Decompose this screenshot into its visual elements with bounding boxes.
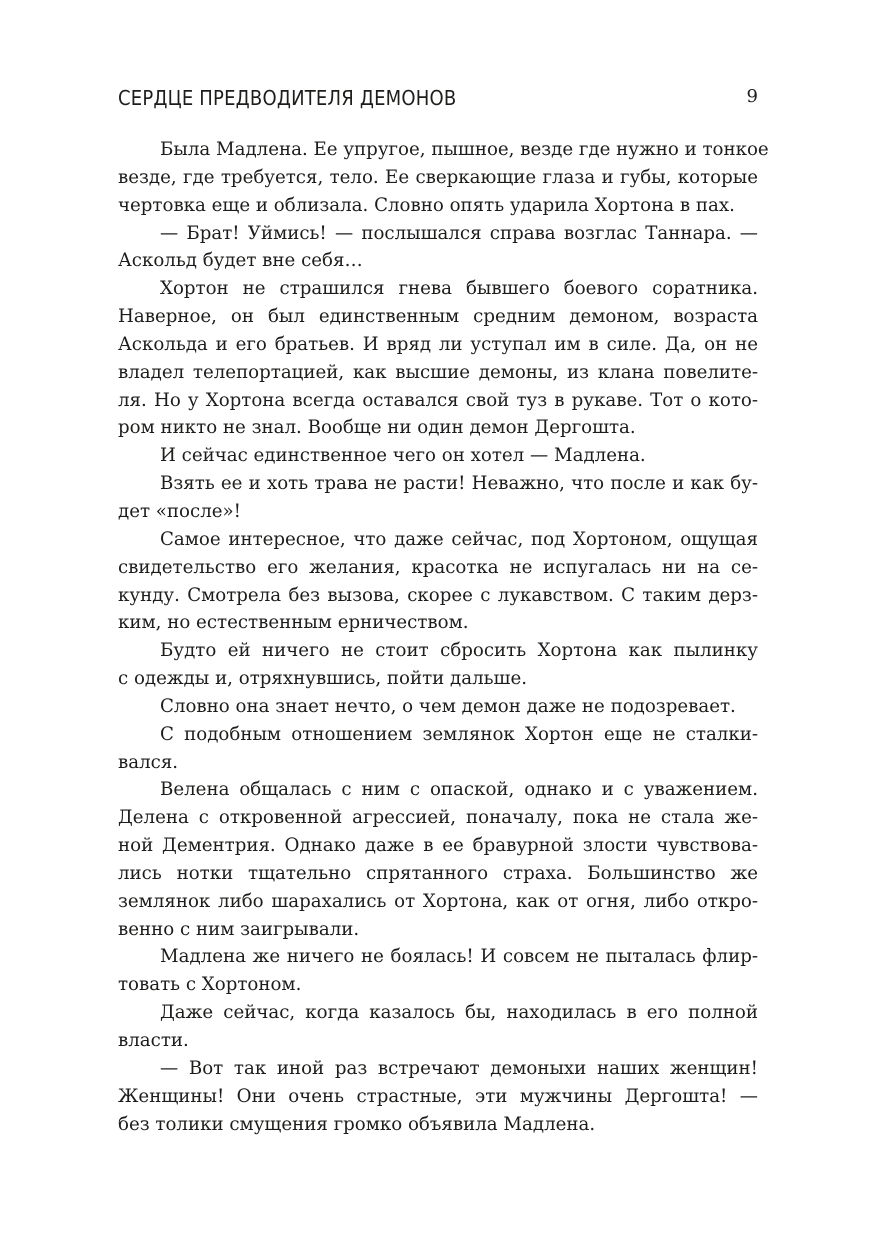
text-line: С подобным отношением землянок Хортон еще не сталки- [160, 723, 758, 745]
text-line: — Брат! Уймись! — послышался справа возглас Таннара. — [160, 222, 758, 244]
text-line: лись нотки тщательно спрятанного страха. Большинство же [118, 862, 758, 884]
text-line: землянок либо шарахались от Хортона, как от огня, либо откро- [118, 890, 758, 912]
text-line: Делена с откровенной агрессией, поначалу, пока не стала же- [118, 807, 758, 829]
text-line: кунду. Смотрела без вызова, скорее с лукавством. С таким дерз- [118, 584, 758, 606]
text-line: Велена общалась с ним с опаской, однако и с уважением. [160, 779, 758, 801]
text-line: вался. [118, 751, 179, 773]
text-line: ром никто не знал. Вообще ни один демон Дергошта. [118, 417, 636, 439]
paragraph [118, 526, 758, 637]
text-line: Словно она знает нечто, о чем демон даже не подозревает. [160, 695, 736, 717]
text-line: Хортон не страшился гнева бывшего боевого соратника. [160, 278, 758, 300]
paragraph [118, 637, 758, 693]
paragraph [118, 136, 769, 220]
paragraph [118, 275, 758, 442]
text-line: владел телепортацией, как высшие демоны, из клана повелите- [118, 361, 758, 383]
text-line: Мадлена же ничего не боялась! И совсем не пыталась флир- [160, 946, 758, 968]
book-title: СЕРДЦЕ ПРЕДВОДИТЕЛЯ ДЕМОНОВ [118, 86, 457, 110]
text-line: чертовка еще и облизала. Словно опять ударила Хортона в пах. [118, 194, 735, 216]
text-line: Самое интересное, что даже сейчас, под Хортоном, ощущая [160, 528, 758, 550]
text-line: Будто ей ничего не стоит сбросить Хортона как пылинку [160, 640, 758, 662]
paragraph [118, 470, 758, 526]
text-line: ким, но естественным ерничеством. [118, 612, 469, 634]
text-line: Даже сейчас, когда казалось бы, находилась в его полной [160, 1002, 758, 1024]
paragraph [118, 693, 758, 721]
paragraph [118, 1055, 758, 1139]
paragraph [118, 220, 758, 276]
text-line: товать с Хортоном. [118, 974, 302, 996]
page-number: 9 [746, 86, 758, 107]
paragraph [118, 721, 758, 777]
text-line: Женщины! Они очень страстные, эти мужчины Дергошта! — [118, 1085, 758, 1107]
text-line: Была Мадлена. Ее упругое, пышное, везде где нужно и тонкое [160, 139, 769, 160]
text-line: власти. [118, 1030, 189, 1051]
paragraph [118, 442, 758, 470]
text-line: без толики смущения громко объявила Мадлена. [118, 1113, 596, 1135]
text-line: Взять ее и хоть трава не расти! Неважно, что после и как бу- [160, 473, 758, 495]
paragraph [118, 999, 758, 1055]
text-line: венно с ним заигрывали. [118, 918, 360, 940]
text-line: свидетельство его желания, красотка не испугалась ни на се- [118, 556, 758, 578]
text-line: Наверное, он был единственным средним демоном, возраста [118, 306, 758, 328]
text-line: Аскольд будет вне себя… [118, 250, 363, 272]
text-line: ной Дементрия. Однако даже в ее бравурной злости чувствова- [118, 835, 758, 857]
text-line: ля. Но у Хортона всегда оставался свой туз в рукаве. Тот о кото- [118, 389, 758, 411]
text-line: Аскольда и его братьев. И вряд ли уступал им в силе. Да, он не [118, 333, 758, 355]
text-line: — Вот так иной раз встречают демоныхи наших женщин! [160, 1057, 758, 1079]
text-line: с одежды и, отряхнувшись, пойти дальше. [118, 668, 527, 690]
running-header [118, 86, 758, 116]
text-line: везде, где требуется, тело. Ее сверкающие глаза и губы, которые [118, 166, 758, 188]
text-line: дет «после»! [118, 500, 241, 522]
paragraph [118, 943, 758, 999]
body-text [118, 136, 769, 1138]
paragraph [118, 776, 758, 943]
text-line: И сейчас единственное чего он хотел — Мадлена. [160, 445, 646, 467]
